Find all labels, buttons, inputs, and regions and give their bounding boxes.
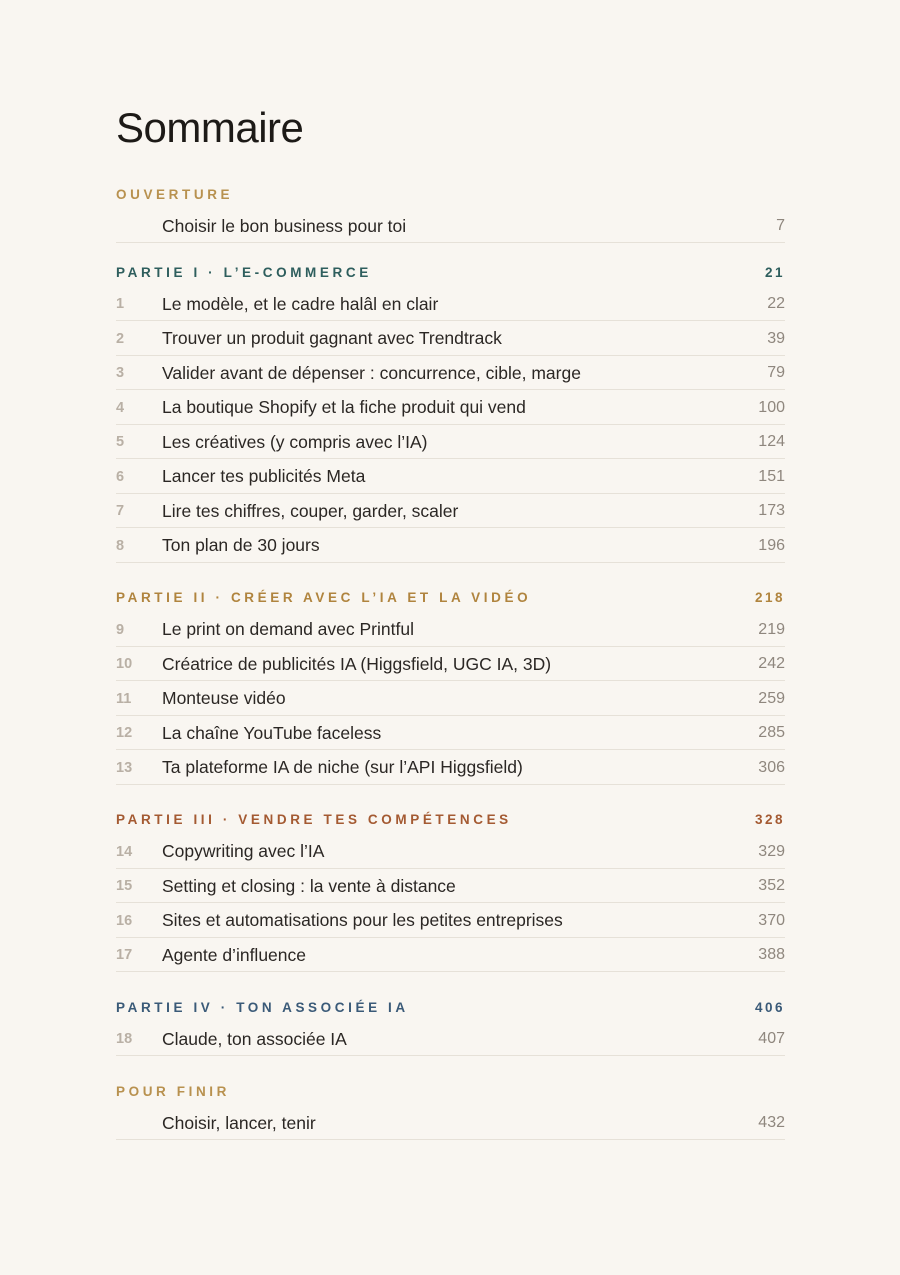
chapter-title: Les créatives (y compris avec l’IA)	[162, 431, 428, 452]
chapter-page: 259	[758, 689, 785, 707]
chapter-number: 7	[116, 503, 125, 519]
toc-entry[interactable]	[116, 752, 785, 785]
toc-entry[interactable]	[116, 495, 785, 528]
chapter-title: Choisir, lancer, tenir	[162, 1112, 316, 1133]
section-page: 21	[764, 264, 785, 280]
section-label: PARTIE I · L’E-COMMERCE	[116, 264, 372, 280]
chapter-page: 219	[758, 620, 785, 638]
chapter-page: 196	[758, 536, 785, 554]
section-heading	[116, 991, 785, 1023]
toc-list	[116, 178, 785, 1140]
chapter-title: Copywriting avec l’IA	[162, 841, 325, 861]
chapter-page: 7	[776, 217, 785, 234]
toc-section	[116, 991, 785, 1056]
chapter-title: Lire tes chiffres, couper, garder, scaler	[162, 500, 459, 521]
toc-section	[116, 582, 785, 785]
section-label: POUR FINIR	[116, 1083, 231, 1099]
section-page: 328	[754, 812, 785, 827]
chapter-page: 22	[767, 295, 785, 312]
toc-content	[116, 100, 785, 1142]
chapter-title: Monteuse vidéo	[162, 688, 286, 708]
chapter-page: 100	[758, 398, 785, 416]
chapter-title: La chaîne YouTube faceless	[162, 722, 382, 743]
chapter-page: 79	[767, 364, 785, 381]
toc-entry[interactable]	[116, 905, 785, 938]
toc-entry[interactable]	[116, 461, 785, 494]
toc-entry[interactable]	[116, 392, 785, 425]
chapter-title: Claude, ton associée IA	[162, 1028, 347, 1049]
page-title: Sommaire	[116, 104, 304, 151]
chapter-page: 388	[758, 946, 785, 963]
chapter-page: 124	[758, 433, 785, 450]
chapter-number: 16	[116, 912, 133, 929]
chapter-number: 18	[116, 1031, 133, 1047]
section-heading	[116, 804, 785, 836]
chapter-number: 5	[116, 434, 125, 450]
toc-entry[interactable]	[116, 1023, 785, 1056]
chapter-title: Créatrice de publicités IA (Higgsfield, UGC IA, 3D)	[162, 653, 552, 674]
section-page: 218	[754, 590, 785, 605]
toc-section	[116, 804, 785, 973]
chapter-page: 39	[767, 329, 785, 347]
chapter-page: 407	[758, 1030, 785, 1047]
chapter-title: Valider avant de dépenser : concurrence, cible, marge	[162, 362, 581, 383]
chapter-title: Ta plateforme IA de niche (sur l’API Higgsfield)	[162, 757, 523, 777]
chapter-number: 9	[116, 621, 125, 638]
chapter-number: 10	[116, 656, 133, 672]
chapter-number: 4	[116, 399, 125, 416]
toc-entry[interactable]	[116, 426, 785, 459]
chapter-title: Le print on demand avec Printful	[162, 619, 414, 639]
chapter-number: 8	[116, 537, 125, 554]
chapter-title: Sites et automatisations pour les petites entreprises	[162, 910, 563, 930]
toc-section	[116, 178, 785, 243]
chapter-page: 173	[758, 502, 785, 519]
chapter-title: Setting et closing : la vente à distance	[162, 875, 456, 896]
chapter-number: 13	[116, 759, 133, 776]
toc-entry[interactable]	[116, 717, 785, 750]
section-heading	[116, 1075, 785, 1107]
chapter-number: 2	[116, 330, 125, 347]
chapter-page: 306	[758, 758, 785, 776]
chapter-title: Agente d’influence	[162, 944, 306, 965]
chapter-number: 3	[116, 365, 125, 381]
chapter-page: 151	[758, 467, 785, 485]
chapter-number: 6	[116, 468, 125, 485]
chapter-page: 432	[758, 1114, 785, 1131]
toc-entry[interactable]	[116, 1107, 785, 1140]
chapter-number: 1	[116, 296, 125, 312]
chapter-title: Trouver un produit gagnant avec Trendtrack	[162, 328, 502, 348]
toc-section	[116, 256, 785, 563]
toc-entry[interactable]	[116, 357, 785, 390]
toc-entry[interactable]	[116, 530, 785, 563]
toc-section	[116, 1075, 785, 1140]
section-label: OUVERTURE	[116, 186, 234, 202]
toc-entry[interactable]	[116, 870, 785, 903]
chapter-title: Le modèle, et le cadre halâl en clair	[162, 293, 439, 314]
section-page: 406	[754, 999, 785, 1015]
toc-entry[interactable]	[116, 288, 785, 321]
section-label: PARTIE II · CRÉER AVEC L’IA ET LA VIDÉO	[116, 590, 532, 605]
section-heading	[116, 582, 785, 614]
chapter-title: Lancer tes publicités Meta	[162, 466, 366, 486]
chapter-page: 285	[758, 724, 785, 741]
chapter-title: La boutique Shopify et la fiche produit qui vend	[162, 397, 526, 417]
chapter-title: Ton plan de 30 jours	[162, 535, 320, 555]
chapter-number: 14	[116, 843, 133, 860]
toc-entry[interactable]	[116, 323, 785, 356]
section-label: PARTIE III · VENDRE TES COMPÉTENCES	[116, 812, 512, 827]
toc-entry[interactable]	[116, 648, 785, 681]
toc-entry[interactable]	[116, 683, 785, 716]
chapter-number: 15	[116, 878, 133, 894]
chapter-number: 17	[116, 947, 133, 963]
chapter-number: 11	[116, 690, 132, 707]
toc-entry[interactable]	[116, 210, 785, 243]
section-heading	[116, 178, 785, 210]
chapter-page: 352	[758, 877, 785, 894]
section-heading	[116, 256, 785, 288]
chapter-page: 370	[758, 911, 785, 929]
chapter-page: 242	[758, 655, 785, 672]
section-label: PARTIE IV · TON ASSOCIÉE IA	[116, 999, 409, 1015]
chapter-title: Choisir le bon business pour toi	[162, 215, 407, 236]
chapter-page: 329	[758, 842, 785, 860]
toc-entry[interactable]	[116, 614, 785, 647]
toc-entry[interactable]	[116, 939, 785, 972]
toc-entry[interactable]	[116, 836, 785, 869]
chapter-number: 12	[116, 725, 133, 741]
